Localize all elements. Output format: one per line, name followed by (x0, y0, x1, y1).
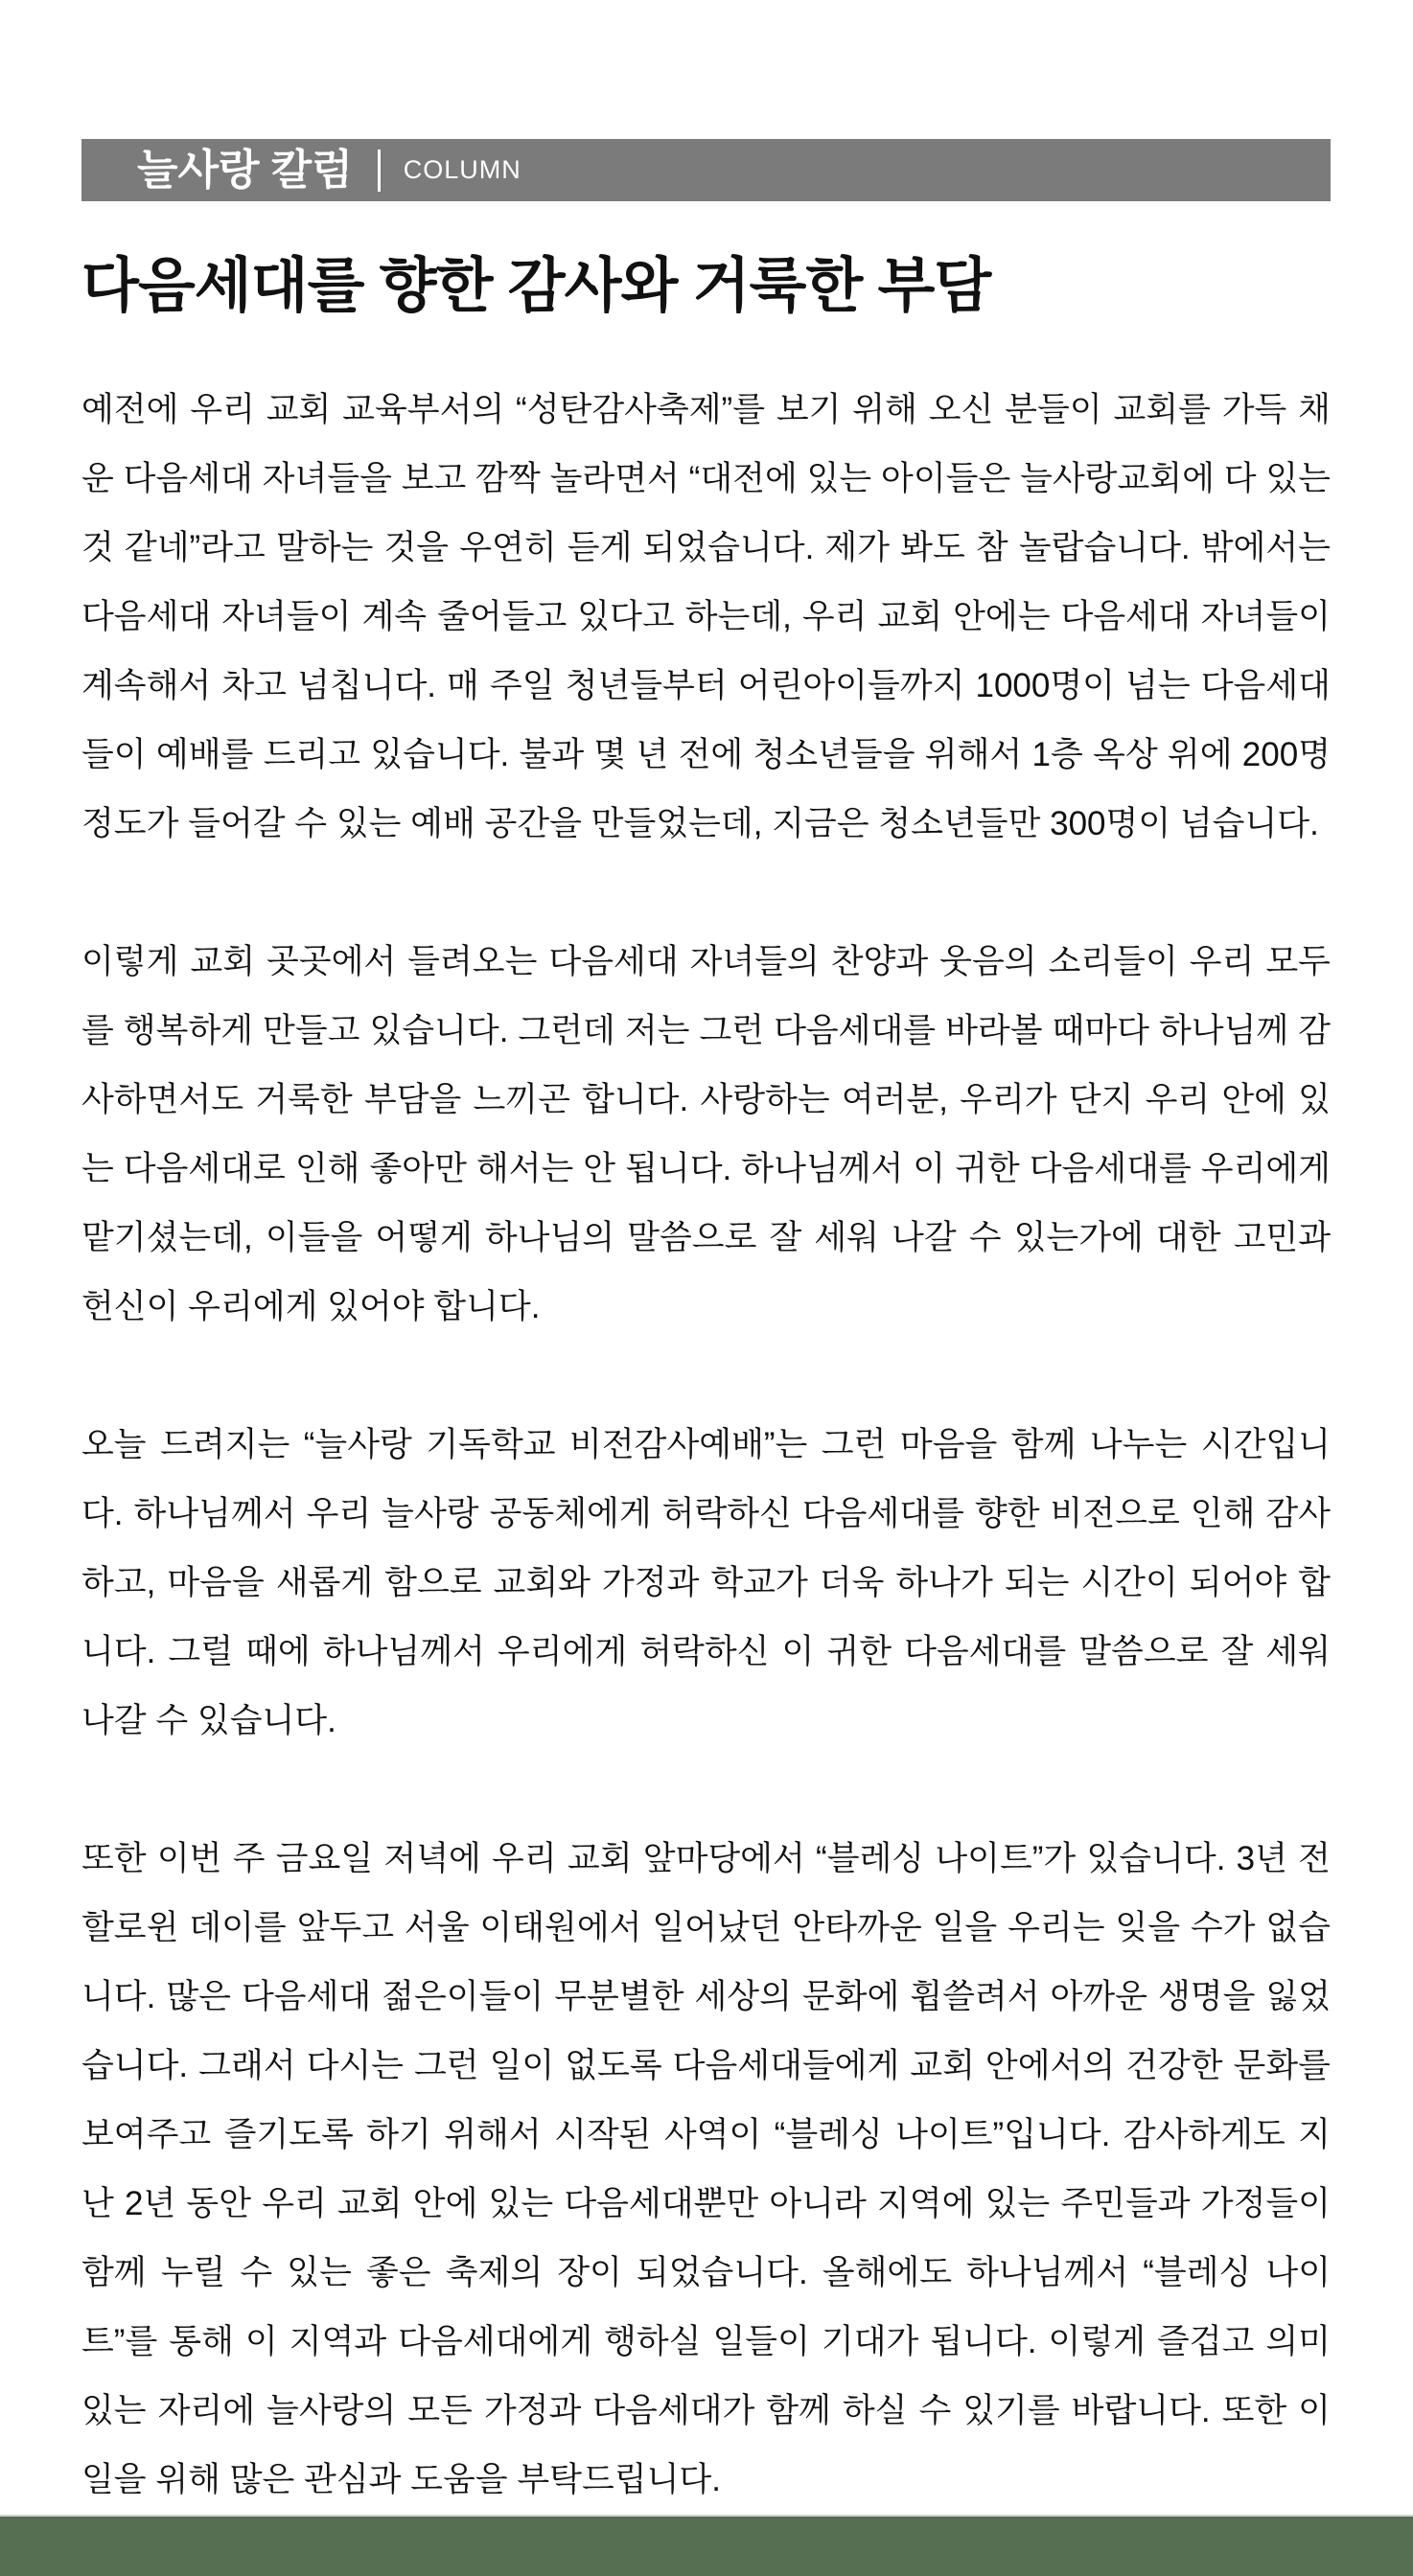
article-paragraph-4: 또한 이번 주 금요일 저녁에 우리 교회 앞마당에서 “블레싱 나이트”가 있습니다. 3년 전 할로윈 데이를 앞두고 서울 이태원에서 일어났던 안타까운 일을 우리는 잊을 수가 없습니다. 많은 다음세대 젊은이들이 무분별한 세상의 문화에 휩쓸려서 아까운 생명을 잃었습니다. 그래서 다시는 그런 일이 없도록 다음세대들에게 교회 안에서의 건강한 문화를 보여주고 즐기도록 하기 위해서 시작된 사역이 “블레싱 나이트”입니다. 감사하게도 지난 2년 동안 우리 교회 안에 있는 다음세대뿐만 아니라 지역에 있는 주민들과 가정들이 함께 누릴 수 있는 좋은 축제의 장이 되었습니다. 올해에도 하나님께서 “블레싱 나이트”를 통해 이 지역과 다음세대에게 행하실 일들이 기대가 됩니다. 이렇게 즐겁고 의미 있는 자리에 늘사랑의 모든 가정과 다음세대가 함께 하실 수 있기를 바랍니다. 또한 이 일을 위해 많은 관심과 도움을 부탁드립니다. (81, 1840, 1331, 2499)
footer-band (0, 2515, 1413, 2576)
article-paragraph-3: 오늘 드려지는 “늘사랑 기독학교 비전감사예배”는 그런 마음을 함께 나누는 시간입니다. 하나님께서 우리 늘사랑 공동체에게 허락하신 다음세대를 향한 비전으로 인해 감사하고, 마음을 새롭게 함으로 교회와 가정과 학교가 더욱 하나가 되는 시간이 되어야 합니다. 그럴 때에 하나님께서 우리에게 허락하신 이 귀한 다음세대를 말씀으로 잘 세워 나갈 수 있습니다. (81, 1426, 1331, 1740)
header-divider-line (378, 150, 381, 192)
column-header-bar (81, 139, 1331, 201)
column-header-korean-title: 늘사랑 칼럼 (137, 146, 353, 194)
article-title: 다음세대를 향한 감사와 거룩한 부담 (81, 253, 991, 319)
article-body (81, 376, 1331, 2515)
article-paragraph-2: 이렇게 교회 곳곳에서 들려오는 다음세대 자녀들의 찬양과 웃음의 소리들이 우리 모두를 행복하게 만들고 있습니다. 그런데 저는 그런 다음세대를 바라볼 때마다 하나님께 감사하면서도 거룩한 부담을 느끼곤 합니다. 사랑하는 여러분, 우리가 단지 우리 안에 있는 다음세대로 인해 좋아만 해서는 안 됩니다. 하나님께서 이 귀한 다음세대를 우리에게 맡기셨는데, 이들을 어떻게 하나님의 말씀으로 잘 세워 나갈 수 있는가에 대한 고민과 헌신이 우리에게 있어야 합니다. (81, 943, 1331, 1326)
column-header-english-title: COLUMN (403, 155, 521, 184)
article-paragraph-1: 예전에 우리 교회 교육부서의 “성탄감사축제”를 보기 위해 오신 분들이 교회를 가득 채운 다음세대 자녀들을 보고 깜짝 놀라면서 “대전에 있는 아이들은 늘사랑교회에 다 있는 것 같네”라고 말하는 것을 우연히 듣게 되었습니다. 제가 봐도 참 놀랍습니다. 밖에서는 다음세대 자녀들이 계속 줄어들고 있다고 하는데, 우리 교회 안에는 다음세대 자녀들이 계속해서 차고 넘칩니다. 매 주일 청년들부터 어린아이들까지 1000명이 넘는 다음세대들이 예배를 드리고 있습니다. 불과 몇 년 전에 청소년들을 위해서 1층 옥상 위에 200명 정도가 들어갈 수 있는 예배 공간을 만들었는데, 지금은 청소년들만 300명이 넘습니다. (81, 391, 1331, 843)
